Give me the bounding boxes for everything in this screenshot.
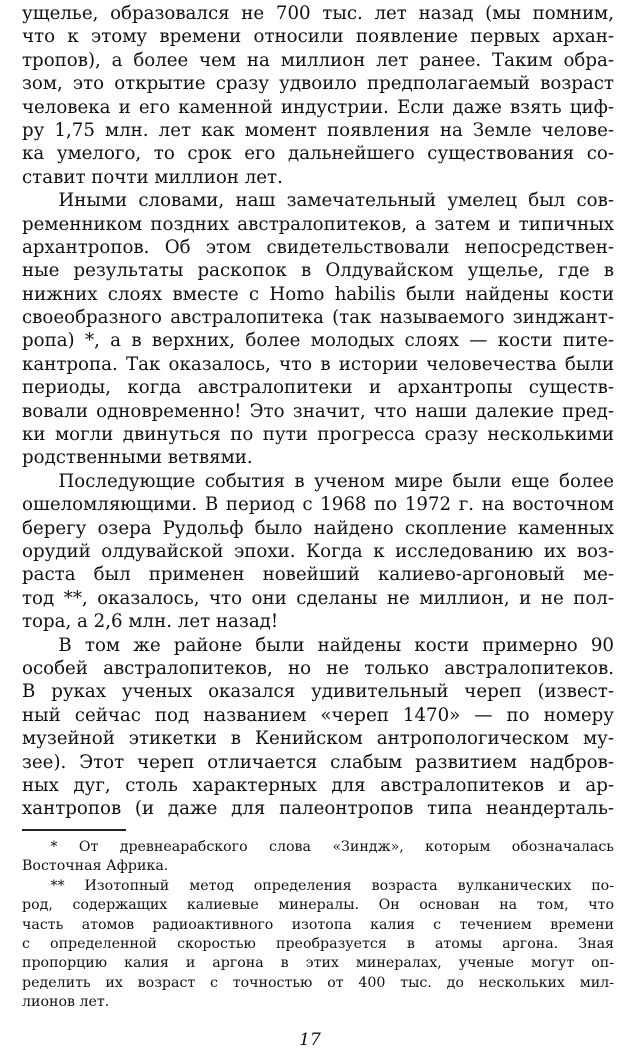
text-line: ру 1,75 млн. лет как момент появления на Земле челове- xyxy=(22,119,614,141)
text-line: ка умелого, то срок его дальнейшего существования со- xyxy=(22,143,614,165)
text-line: ный сейчас под названием «череп 1470» — по номеру xyxy=(22,704,614,726)
text-line: архантропов. Об этом свидетельствовали непосредствен- xyxy=(22,236,614,258)
footnote-line: * От древнеарабского слова «Зиндж», которым обозначалась xyxy=(50,839,614,855)
text-line: зее). Этот череп отличается слабым развитием надбров- xyxy=(22,751,614,773)
footnote-line: с определенной скоростью преобразуется в атомы аргона. Зная xyxy=(22,935,614,952)
footnote-line: род, содержащих калиевые минералы. Он основан на том, что xyxy=(22,897,614,914)
text-line: ные результаты раскопок в Олдувайском ущелье, где в xyxy=(22,260,614,282)
footnote-line: пропорцию калия и аргона в этих минералах, ученые могут оп- xyxy=(22,955,614,972)
main-text xyxy=(22,2,614,821)
text-line: тропов), а более чем на миллион лет ранее. Таким обра- xyxy=(22,49,614,71)
text-line: ных дуг, столь характерных для австралопитеков и ар- xyxy=(22,774,614,796)
text-line: ошеломляющими. В период с 1968 по 1972 г. на восточном xyxy=(22,494,614,516)
text-line: берегу озера Рудольф было найдено скопление каменных xyxy=(22,517,614,539)
text-line: зом, это открытие сразу удвоило предполагаемый возраст xyxy=(22,73,614,95)
text-line: В том же районе были найдены кости примерно 90 xyxy=(58,634,614,656)
text-line: ременником поздних австралопитеков, а затем и типичных xyxy=(22,213,614,235)
text-line: тод **, оказалось, что они сделаны не миллион, и не пол- xyxy=(22,587,614,609)
text-line: что к этому времени относили появление первых архан- xyxy=(22,26,614,48)
footnote-line: Восточная Африка. xyxy=(22,858,169,875)
text-line: ки могли двинуться по пути прогресса сразу несколькими xyxy=(22,424,614,446)
text-line: своеобразного австралопитека (так называемого зинджант- xyxy=(22,307,614,329)
footnote-line: ** Изотопный метод определения возраста вулканических по- xyxy=(50,877,614,894)
footnotes xyxy=(22,838,614,1013)
page-number: 17 xyxy=(299,1030,321,1050)
text-line: музейной этикетки в Кенийском антропологическом му- xyxy=(22,728,614,750)
text-line: ущелье, образовался не 700 тыс. лет назад (мы помним, xyxy=(22,3,614,24)
text-line: хантропов (и даже для палеонтропов типа неандерталь- xyxy=(22,798,614,820)
text-line: вовали одновременно! Это значит, что наши далекие пред- xyxy=(22,400,614,422)
text-line: Иными словами, наш замечательный умелец был сов- xyxy=(58,190,614,212)
footnote-divider xyxy=(22,829,126,831)
text-line: человека и его каменной индустрии. Если даже взять циф- xyxy=(22,96,614,118)
text-line: Последующие события в ученом мире были еще более xyxy=(58,470,614,492)
text-line: ставит почти миллион лет. xyxy=(22,166,283,188)
text-line: В руках ученых оказался удивительный череп (извест- xyxy=(22,681,614,703)
text-line: орудий олдувайской эпохи. Когда к исследованию их воз- xyxy=(22,540,614,562)
text-line: родственными ветвями. xyxy=(22,447,253,469)
text-line: кантропа. Так оказалось, что в истории человечества были xyxy=(22,353,614,375)
footnote-line: часть атомов радиоактивного изотопа калия с течением времени xyxy=(22,916,614,933)
text-line: раста был применен новейший калиево-аргоновый ме- xyxy=(22,564,614,586)
footnote-line: лионов лет. xyxy=(22,994,110,1011)
text-line: тора, а 2,6 млн. лет назад! xyxy=(22,611,279,633)
text-line: периоды, когда австралопитеки и архантропы существ- xyxy=(22,377,614,399)
footnote-line: ределить их возраст с точностью от 400 тыс. до нескольких мил- xyxy=(22,974,614,991)
text-line: ропа) *, а в верхних, более молодых слоях — кости пите- xyxy=(22,330,614,352)
text-line: особей австралопитеков, но не только австралопитеков. xyxy=(22,657,614,679)
text-line: нижних слоях вместе с Homo habilis были найдены кости xyxy=(22,283,614,305)
